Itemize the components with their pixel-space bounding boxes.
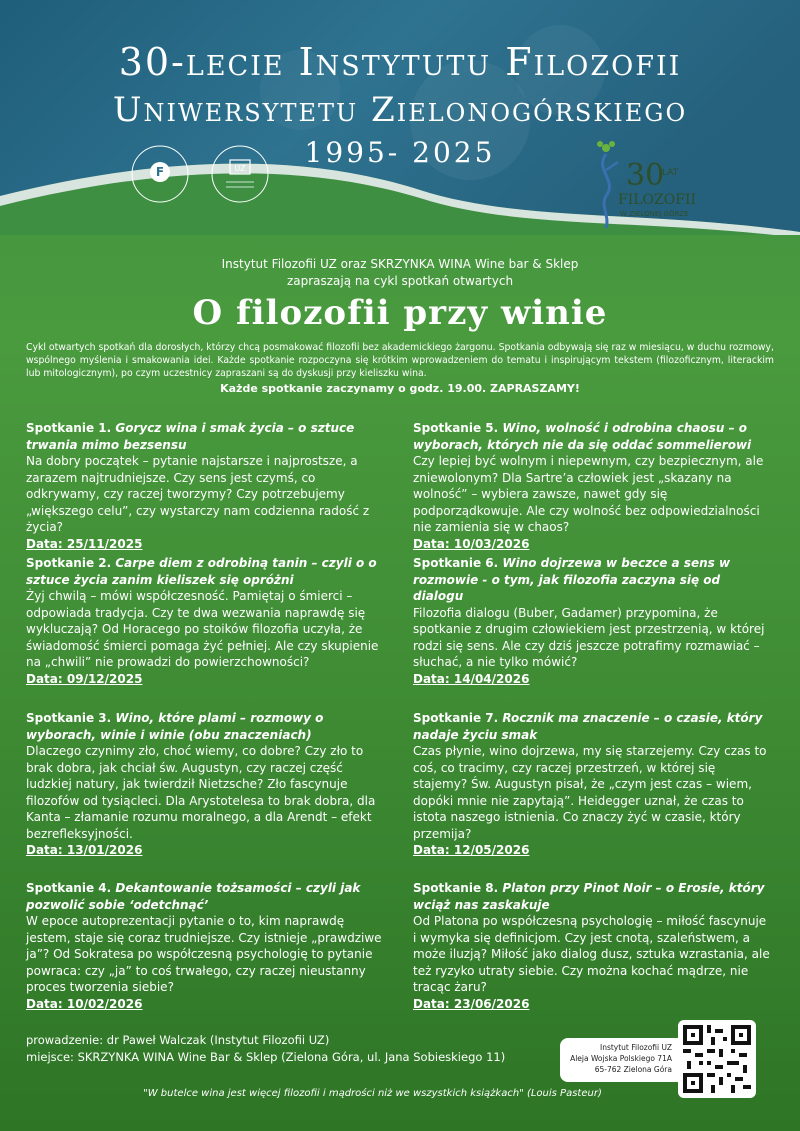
meeting-label: Spotkanie 7. <box>413 711 499 725</box>
meeting-heading <box>413 420 773 453</box>
series-description: Cykl otwartych spotkań dla dorosłych, którzy chcą posmakować filozofii bez akademickiego żargonu. Spotkania odbywają się raz w miesiącu, w duchu rozmowy, wspólnego myślenia i smakowania idei. Każde spotkanie rozpoczyna się krótkim wprowadzeniem do tematu i inspirującym tekstem (filozoficznym, literackim lub mitologicznym), po czym uczestnicy zapraszani są do dyskusji przy kieliszku wina. <box>26 342 774 379</box>
intro-line2: zapraszają na cykl spotkań otwartych <box>286 274 514 288</box>
anniversary-logo <box>584 140 704 230</box>
meeting-heading <box>26 555 386 588</box>
meeting-date: Data: 09/12/2025 <box>26 671 143 686</box>
event-details <box>26 1032 505 1066</box>
meeting-heading <box>413 555 773 605</box>
qr-code-icon <box>683 1025 751 1093</box>
address-box <box>560 1038 680 1082</box>
meeting-description: Czas płynie, wino dojrzewa, my się starzejemy. Czy czas to coś, co tracimy, czy raczej przestrzeń, w której się stajemy? Św. Augustyn pisał, że „czym jest czas – wiem, dopóki mnie nie zapytają”. Heidegger uznał, że czas to istota naszego istnienia. Co znaczy żyć w czasie, który przemija? <box>413 744 767 841</box>
meeting-label: Spotkanie 4. <box>26 881 112 895</box>
meeting-item <box>26 710 386 859</box>
page-title: 30-lecie Instytutu Filozofii <box>118 40 682 84</box>
meeting-date: Data: 14/04/2026 <box>413 671 530 686</box>
address-line1: Instytut Filozofii UZ <box>599 1043 672 1052</box>
meeting-item <box>26 420 386 552</box>
meeting-heading <box>26 880 386 913</box>
logo-30-filozofii: FILOZOFII <box>618 192 696 208</box>
intro-line1: Instytut Filozofii UZ oraz SKRZYNKA WINA Wine bar & Sklep <box>221 257 579 271</box>
meeting-date: Data: 25/11/2025 <box>26 536 143 551</box>
meeting-heading <box>413 880 773 913</box>
meeting-title: Gorycz wina i smak życia – o sztuce trwania mimo bezsensu <box>26 421 355 452</box>
meeting-description: Filozofia dialogu (Buber, Gadamer) przypomina, że spotkanie z drugim człowiekiem jest przestrzenią, w której rodzi się sens. Ale czy dziś jeszcze potrafimy rozmawiać – słuchać, a nie tylko mówić? <box>413 605 765 669</box>
address-line3: 65-762 Zielona Góra <box>594 1065 672 1074</box>
meeting-date: Data: 12/05/2026 <box>413 843 530 857</box>
institute-logo-icon <box>128 142 192 206</box>
meeting-title: Wino, które plami – rozmowy o wyborach, winie i winie (obu znaczeniach) <box>26 711 324 742</box>
meeting-item <box>413 710 773 859</box>
meeting-label: Spotkanie 2. <box>26 556 112 570</box>
meeting-description: Dlaczego czynimy zło, choć wiemy, co dobre? Czy zło to brak dobra, jak chciał św. Augustyn, czy raczej część ludzkiej natury, jak twierdził Nietzsche? Zło fascynuje filozofów od tysiącleci. Dla Arystotelesa to brak dobra, dla Kanta – złamanie rozumu moralnego, a dla Arendt – efekt bezrefleksyjności. <box>26 744 376 841</box>
meeting-description: Czy lepiej być wolnym i niepewnym, czy bezpiecznym, ale zniewolonym? Dla Sartre’a człowiek jest „skazany na wolność” – wybiera zawsze, nawet gdy się podporządkowuje. Ale czy wolność bez odpowiedzialności nie zamienia się w chaos? <box>413 454 764 534</box>
qr-code[interactable] <box>678 1020 756 1098</box>
meeting-title: Wino, wolność i odrobina chaosu – o wyborach, których nie da się oddać sommelierowi <box>413 421 752 452</box>
meeting-description: Na dobry początek – pytanie najstarsze i najprostsze, a zarazem najtrudniejsze. Czy sens jest czymś, co odkrywamy, czy raczej tworzymy? Czy potrzebujemy „większego celu”, czy wystarczy nam codzienna radość z życia? <box>26 454 370 534</box>
meeting-label: Spotkanie 8. <box>413 881 499 895</box>
logo-30-lat: LAT <box>662 168 679 178</box>
university-logo-icon <box>208 142 272 206</box>
svg-text:UZ: UZ <box>234 164 246 173</box>
poster-header <box>0 0 800 235</box>
meeting-description: W epoce autoprezentacji pytanie o to, kim naprawdę jestem, staje się coraz trudniejsze. Czy istnieje „prawdziwe ja”? Od Sokratesa po współczesną psychologię to pytanie powraca: czy „ja” to coś trwałego, czy raczej nieustanny proces tworzenia siebie? <box>26 914 382 994</box>
meeting-label: Spotkanie 6. <box>413 556 499 570</box>
meeting-title: Rocznik ma znaczenie – o czasie, który nadaje życiu smak <box>413 711 763 742</box>
meeting-description: Od Platona po współczesną psychologię – miłość fascynuje i wymyka się definicjom. Czy jest cnotą, szaleństwem, a może iluzją? Miłość jako dialog dusz, sztuka wzrastania, ale też ryzyko utraty siebie. Czy można kochać mądrze, nie tracąc żaru? <box>413 914 770 994</box>
meeting-heading <box>26 710 386 743</box>
series-title: O filozofii przy winie <box>192 293 608 333</box>
page-subtitle: Uniwersytetu Zielonogórskiego <box>112 90 688 130</box>
address-line2: Aleja Wojska Polskiego 71A <box>570 1054 672 1063</box>
meeting-item <box>413 420 773 552</box>
meeting-title: Dekantowanie tożsamości – czyli jak pozwolić sobie ‘odetchnąć’ <box>26 881 361 912</box>
logo-30-number: 30 <box>626 158 665 193</box>
intro-text <box>0 256 800 290</box>
meeting-date: Data: 13/01/2026 <box>26 843 143 857</box>
meeting-date: Data: 23/06/2026 <box>413 996 530 1011</box>
meeting-description: Żyj chwilą – mówi współczesność. Pamiętaj o śmierci – odpowiada tradycja. Czy te dwa wezwania naprawdę się wykluczają? Od Horacego po stoików filozofia uczyła, że świadomość śmierci pomaga żyć pełniej. Ale czy skupienie na „chwili” nie prowadzi do powierzchowności? <box>26 589 379 669</box>
meeting-title: Platon przy Pinot Noir – o Erosie, który wciąż nas zaskakuje <box>413 881 765 912</box>
meeting-item <box>413 555 773 687</box>
meeting-item <box>413 880 773 1012</box>
meeting-item <box>26 880 386 1012</box>
meeting-title: Wino dojrzewa w beczce a sens w rozmowie - o tym, jak filozofia zaczyna się od dialogu <box>413 556 731 603</box>
host-line: prowadzenie: dr Paweł Walczak (Instytut Filozofii UZ) <box>26 1033 330 1047</box>
meeting-heading <box>413 710 773 743</box>
meeting-date: Data: 10/02/2026 <box>26 996 143 1011</box>
meeting-title: Carpe diem z odrobiną tanin – czyli o o sztuce życia zanim kieliszek się opróżni <box>26 556 377 587</box>
meeting-label: Spotkanie 1. <box>26 421 112 435</box>
meeting-label: Spotkanie 3. <box>26 711 112 725</box>
meeting-heading <box>26 420 386 453</box>
meeting-date: Data: 10/03/2026 <box>413 536 530 551</box>
meeting-label: Spotkanie 5. <box>413 421 499 435</box>
svg-text:F: F <box>155 165 165 179</box>
closing-quote: "W butelce wina jest więcej filozofii i mądrości niż we wszystkich książkach" (Louis Pasteur) <box>143 1088 602 1099</box>
meeting-item <box>26 555 386 687</box>
anniversary-years: 1995- 2025 <box>304 136 496 169</box>
start-time-note: Każde spotkanie zaczynamy o godz. 19.00. ZAPRASZAMY! <box>220 382 580 395</box>
logo-30-city: W ZIELONEJ GÓRZE <box>620 210 689 218</box>
place-line: miejsce: SKRZYNKA WINA Wine Bar & Sklep (Zielona Góra, ul. Jana Sobieskiego 11) <box>26 1050 506 1064</box>
